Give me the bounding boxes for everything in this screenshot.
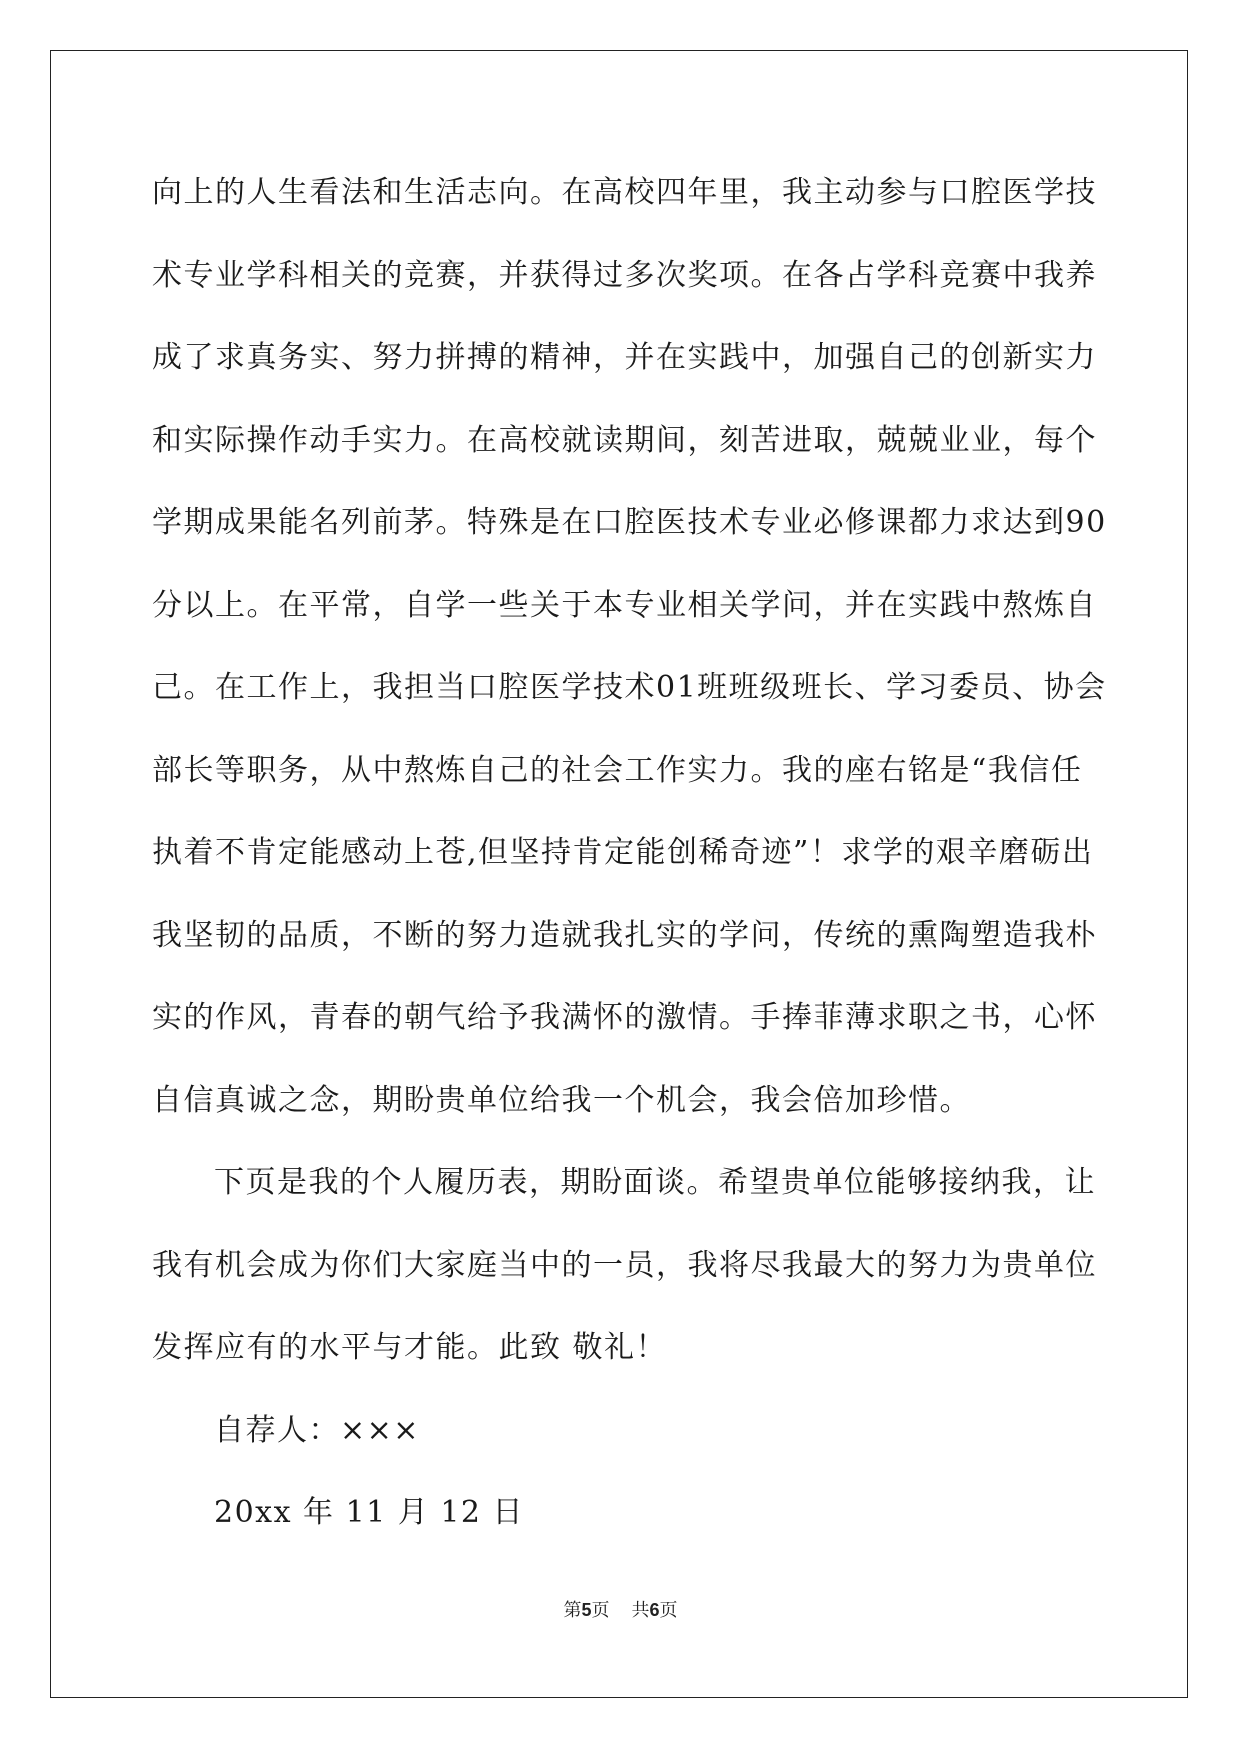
signature-line: 自荐人：×××	[214, 1412, 420, 1448]
body-line: 我有机会成为你们大家庭当中的一员，我将尽我最大的努力为贵单位	[152, 1247, 1097, 1283]
body-line: 学期成果能名列前茅。特殊是在口腔医技术专业必修课都力求达到90	[152, 505, 1107, 540]
body-line: 己。在工作上，我担当口腔医学技术01班班级班长、学习委员、协会	[152, 670, 1107, 705]
body-line: 我坚韧的品质，不断的努力造就我扎实的学问，传统的熏陶塑造我朴	[152, 917, 1097, 953]
body-line: 成了求真务实、努力拼搏的精神，并在实践中，加强自己的创新实力	[152, 340, 1097, 375]
body-line: 分以上。在平常，自学一些关于本专业相关学问，并在实践中熬炼自	[152, 587, 1097, 623]
date-line: 20xx 年 11 月 12 日	[214, 1495, 525, 1530]
document-body	[152, 165, 1107, 1568]
page-footer	[0, 1596, 1241, 1622]
paragraph-start-line: 下页是我的个人履历表，期盼面谈。希望贵单位能够接纳我，让	[214, 1165, 1096, 1200]
body-line: 向上的人生看法和生活志向。在高校四年里，我主动参与口腔医学技	[152, 175, 1097, 210]
total-prefix: 共	[631, 1600, 650, 1621]
body-line: 部长等职务，从中熬炼自己的社会工作实力。我的座右铭是“我信任	[152, 752, 1083, 788]
body-line: 和实际操作动手实力。在高校就读期间，刻苦进取，兢兢业业，每个	[152, 422, 1097, 458]
body-line: 术专业学科相关的竞赛，并获得过多次奖项。在各占学科竞赛中我养	[152, 257, 1097, 293]
body-line: 实的作风，青春的朝气给予我满怀的激情。手捧菲薄求职之书，心怀	[152, 1000, 1097, 1035]
page-suffix: 页	[591, 1600, 610, 1621]
body-line: 执着不肯定能感动上苍,但坚持肯定能创稀奇迹”！求学的艰辛磨砺出	[152, 835, 1094, 870]
body-line: 发挥应有的水平与才能。此致 敬礼！	[152, 1330, 668, 1365]
total-suffix: 页	[659, 1600, 678, 1621]
current-page-number: 5	[581, 1600, 592, 1620]
page-prefix: 第	[563, 1600, 582, 1621]
body-line: 自信真诚之念，期盼贵单位给我一个机会，我会倍加珍惜。	[152, 1082, 971, 1118]
total-page-number: 6	[649, 1600, 660, 1620]
